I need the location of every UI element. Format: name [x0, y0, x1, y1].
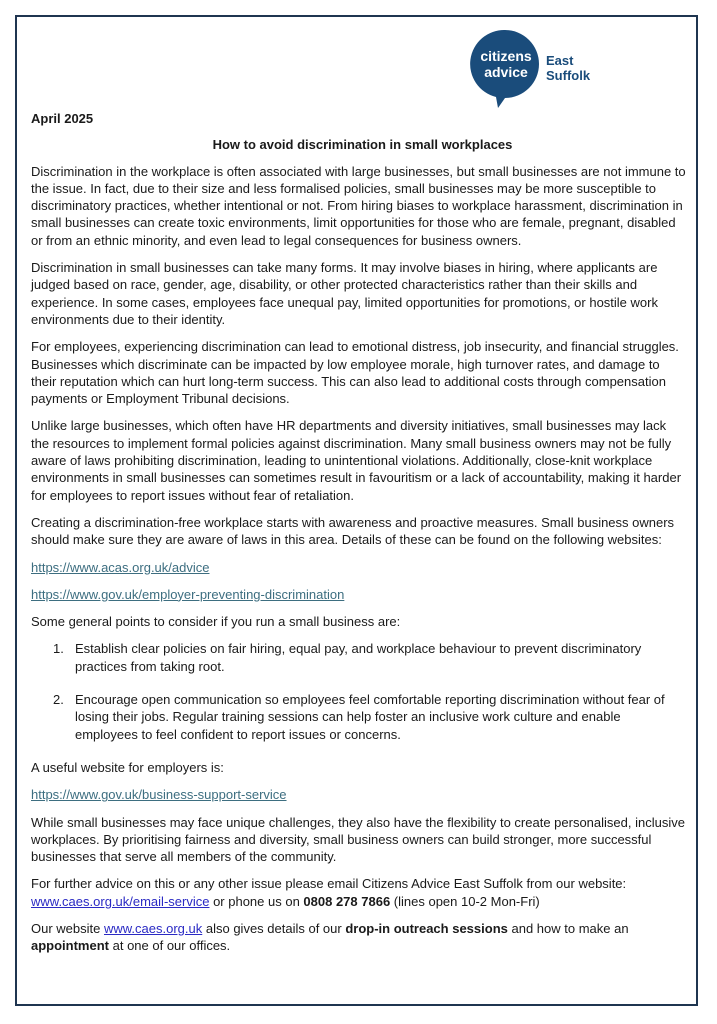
gov-discrimination-link[interactable]: https://www.gov.uk/employer-preventing-discrimination: [31, 586, 345, 602]
website-mid: also gives details of our: [202, 920, 346, 936]
paragraph-1: Discrimination in the workplace is often associated with large businesses, but small businesses are not immune to the issue. In fact, due to their size and less formalised policies, small businesses may be more susceptible to discriminatory practices, whether intentional or not. From hiring biases to workplace harassment, discrimination in small businesses can create toxic environments, limit opportunities for those who are female, pregnant, disabled or from an ethnic minority, and even lead to legal consequences for business owners.: [31, 163, 686, 248]
logo-region2: Suffolk: [546, 68, 591, 83]
phone-number: 0808 278 7866: [303, 893, 391, 909]
paragraph-3: For employees, experiencing discrimination can lead to emotional distress, job insecurity, and financial struggles. Businesses which discriminate can be impacted by low employee morale, high turnover rates, and damage to their reputation which can hurt long-term success. This can also lead to additional costs through compensation payments or Employment Tribunal decisions.: [31, 339, 679, 407]
paragraph-4: Unlike large businesses, which often have HR departments and diversity initiatives, small businesses may lack the resources to implement formal policies against discrimination. Many small business owners may not be fully aware of laws prohibiting discrimination, leading to unintentional violations. Additionally, close-knit workplace environments in small businesses can sometimes result in favouritism or a lack of accountability, making it harder for employees to report issues without fear of retaliation.: [31, 418, 682, 503]
logo-line1: citizens: [480, 48, 532, 64]
paragraph-2: Discrimination in small businesses can take many forms. It may involve biases in hiring, where applicants are judged based on race, gender, age, disability, or other protected characteristics rather than their skills and experience. In some cases, employees face unequal pay, limited opportunities for promotions, or hostile work environments due to their identity.: [31, 260, 658, 327]
list-number: 1.: [53, 641, 64, 657]
website-pre: Our website: [31, 920, 104, 936]
paragraph-6: Some general points to consider if you run a small business are:: [31, 614, 401, 630]
paragraph-5: Creating a discrimination-free workplace starts with awareness and proactive measures. Small business owners should make sure they are aware of laws in this area. Details of these can be found on the following websites:: [31, 514, 675, 548]
list-item: [31, 691, 686, 743]
advice-paragraph: [31, 875, 686, 910]
logo-region1: East: [546, 53, 574, 68]
website-paragraph: [31, 920, 686, 955]
list-number: 2.: [53, 692, 64, 708]
points-list: [31, 640, 686, 742]
advice-phone-pre: or phone us on: [209, 893, 304, 909]
advice-intro: For further advice on this or any other issue please email Citizens Advice East Suffolk from our website:: [31, 876, 627, 892]
letter-date: April 2025: [31, 111, 94, 126]
logo-line2: advice: [484, 64, 528, 80]
list-text: Encourage open communication so employees feel comfortable reporting discrimination without fear of losing their jobs. Regular training sessions can help foster an inclusive work culture and enable employees to feel confident to report issues or concerns.: [75, 692, 665, 742]
paragraph-7: A useful website for employers is:: [31, 759, 224, 775]
appointment-text: appointment: [31, 938, 109, 954]
caes-website-link[interactable]: www.caes.org.uk: [103, 920, 203, 936]
paragraph-8: While small businesses may face unique challenges, they also have the flexibility to create personalised, inclusive workplaces. By prioritising fairness and diversity, small business owners can build stronger, more successful businesses that serve all members of the community.: [31, 814, 685, 865]
list-item: [31, 640, 686, 675]
article-title: How to avoid discrimination in small workplaces: [212, 137, 513, 153]
acas-advice-link[interactable]: https://www.acas.org.uk/advice: [31, 559, 210, 575]
website-post: at one of our offices.: [109, 938, 231, 954]
email-service-link[interactable]: www.caes.org.uk/email-service: [31, 893, 210, 909]
letter-body: [31, 110, 686, 965]
website-mid2: and how to make an: [507, 920, 629, 936]
outreach-sessions-text: drop-in outreach sessions: [345, 920, 508, 936]
citizens-advice-logo: [468, 28, 608, 110]
gov-business-support-link[interactable]: https://www.gov.uk/business-support-service: [31, 787, 287, 803]
list-text: Establish clear policies on fair hiring, equal pay, and workplace behaviour to prevent discriminatory practices from taking root.: [75, 641, 642, 674]
advice-phone-post: (lines open 10-2 Mon-Fri): [390, 893, 540, 909]
